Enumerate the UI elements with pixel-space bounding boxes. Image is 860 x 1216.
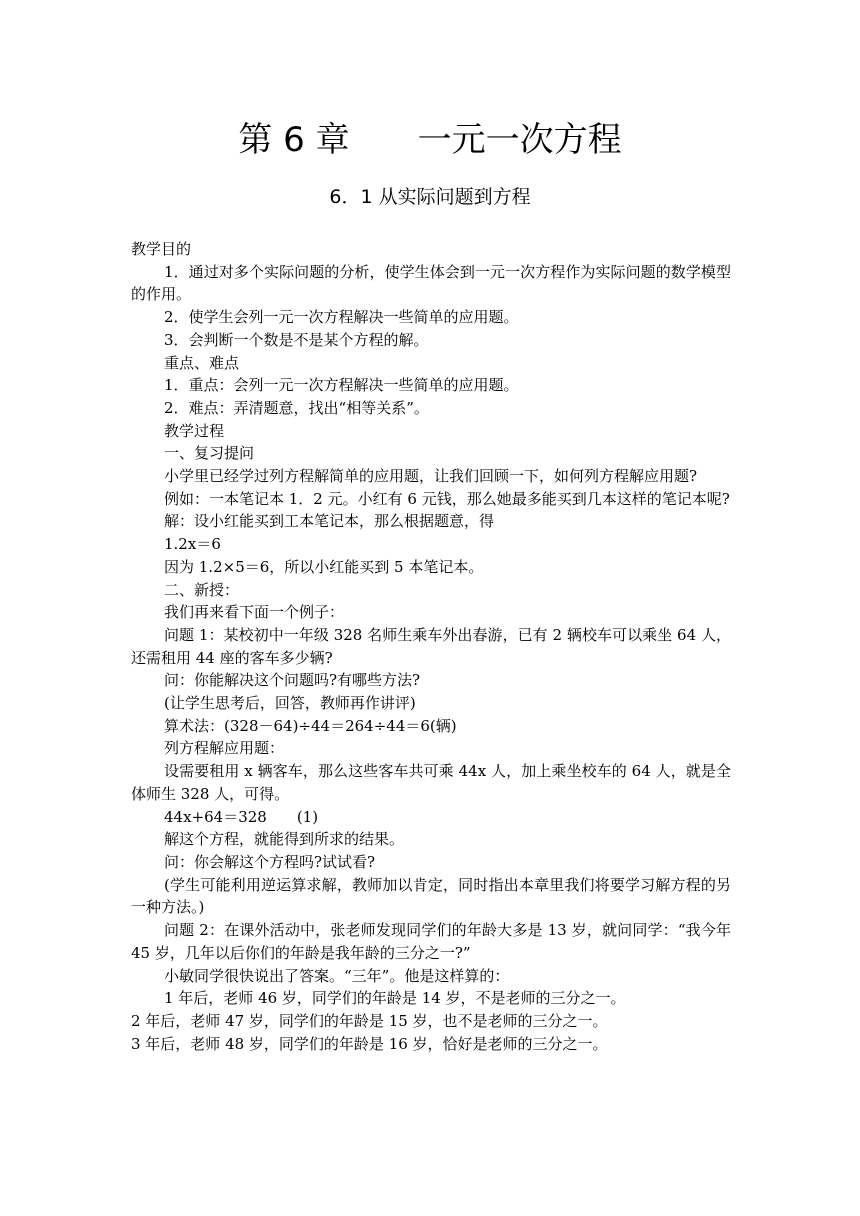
heading-review: 一、复习提问 bbox=[164, 444, 255, 463]
paragraph: 问：你会解这个方程吗?试试看? bbox=[164, 852, 376, 871]
problem-1: 问题 1：某校初中一年级 328 名师生乘车外出春游，已有 2 辆校车可以乘坐 64 人，还需租用 44 座的客车多少辆? bbox=[131, 625, 731, 667]
paragraph: 1．通过对多个实际问题的分析，使学生体会到一元一次方程作为实际问题的数学模型的作用。 bbox=[131, 262, 731, 304]
paragraph: (让学生思考后，回答，教师再作讲评) bbox=[164, 694, 416, 713]
paragraph: 列方程解应用题： bbox=[164, 739, 285, 758]
equation: 44x+64＝328 (1) bbox=[164, 807, 319, 826]
heading-new-lesson: 二、新授： bbox=[164, 580, 240, 599]
paragraph: 1．重点：会列一元一次方程解决一些简单的应用题。 bbox=[164, 376, 519, 395]
paragraph: 小敏同学很快说出了答案。“三年”。他是这样算的： bbox=[164, 966, 510, 985]
problem-2: 问题 2：在课外活动中，张老师发现同学们的年龄大多是 13 岁，就问同学：“我今年 45 岁，几年以后你们的年龄是我年龄的三分之一?” bbox=[131, 921, 731, 962]
paragraph: 1 年后，老师 46 岁，同学们的年龄是 14 岁，不是老师的三分之一。 bbox=[164, 989, 626, 1008]
paragraph: (学生可能利用逆运算求解，教师加以肯定，同时指出本章里我们将要学习解方程的另一种方法。) bbox=[131, 875, 731, 917]
equation: 1.2x＝6 bbox=[164, 535, 221, 554]
paragraph: 2．使学生会列一元一次方程解决一些简单的应用题。 bbox=[164, 308, 519, 327]
paragraph: 3 年后，老师 48 岁，同学们的年龄是 16 岁，恰好是老师的三分之一。 bbox=[131, 1034, 608, 1053]
paragraph: 算术法：(328－64)÷44＝264÷44＝6(辆) bbox=[164, 716, 457, 735]
paragraph: 2 年后，老师 47 岁，同学们的年龄是 15 岁，也不是老师的三分之一。 bbox=[131, 1011, 608, 1030]
paragraph: 问：你能解决这个问题吗?有哪些方法? bbox=[164, 671, 421, 690]
paragraph: 我们再来看下面一个例子： bbox=[164, 603, 345, 622]
paragraph: 例如：一本笔记本 1．2 元。小红有 6 元钱，那么她最多能买到几本这样的笔记本呢? bbox=[164, 489, 730, 508]
heading-teaching-process: 教学过程 bbox=[164, 421, 225, 440]
heading-teaching-goals: 教学目的 bbox=[131, 240, 192, 258]
chapter-title: 第 6 章 一元一次方程 bbox=[238, 120, 622, 160]
paragraph: 小学里已经学过列方程解简单的应用题，让我们回顾一下，如何列方程解应用题? bbox=[164, 467, 698, 486]
paragraph: 3．会判断一个数是不是某个方程的解。 bbox=[164, 330, 429, 349]
paragraph: 因为 1.2×5＝6，所以小红能买到 5 本笔记本。 bbox=[164, 557, 484, 576]
heading-key-points: 重点、难点 bbox=[164, 353, 240, 372]
section-title: 6．1 从实际问题到方程 bbox=[329, 186, 531, 208]
paragraph: 解这个方程，就能得到所求的结果。 bbox=[164, 830, 405, 849]
document-body bbox=[131, 238, 731, 1055]
paragraph: 2．难点：弄清题意，找出“相等关系”。 bbox=[164, 398, 429, 417]
paragraph: 解：设小红能买到工本笔记本，那么根据题意，得 bbox=[164, 512, 495, 531]
paragraph: 设需要租用 x 辆客车，那么这些客车共可乘 44x 人，加上乘坐校车的 64 人，就是全体师生 328 人，可得。 bbox=[131, 762, 731, 803]
